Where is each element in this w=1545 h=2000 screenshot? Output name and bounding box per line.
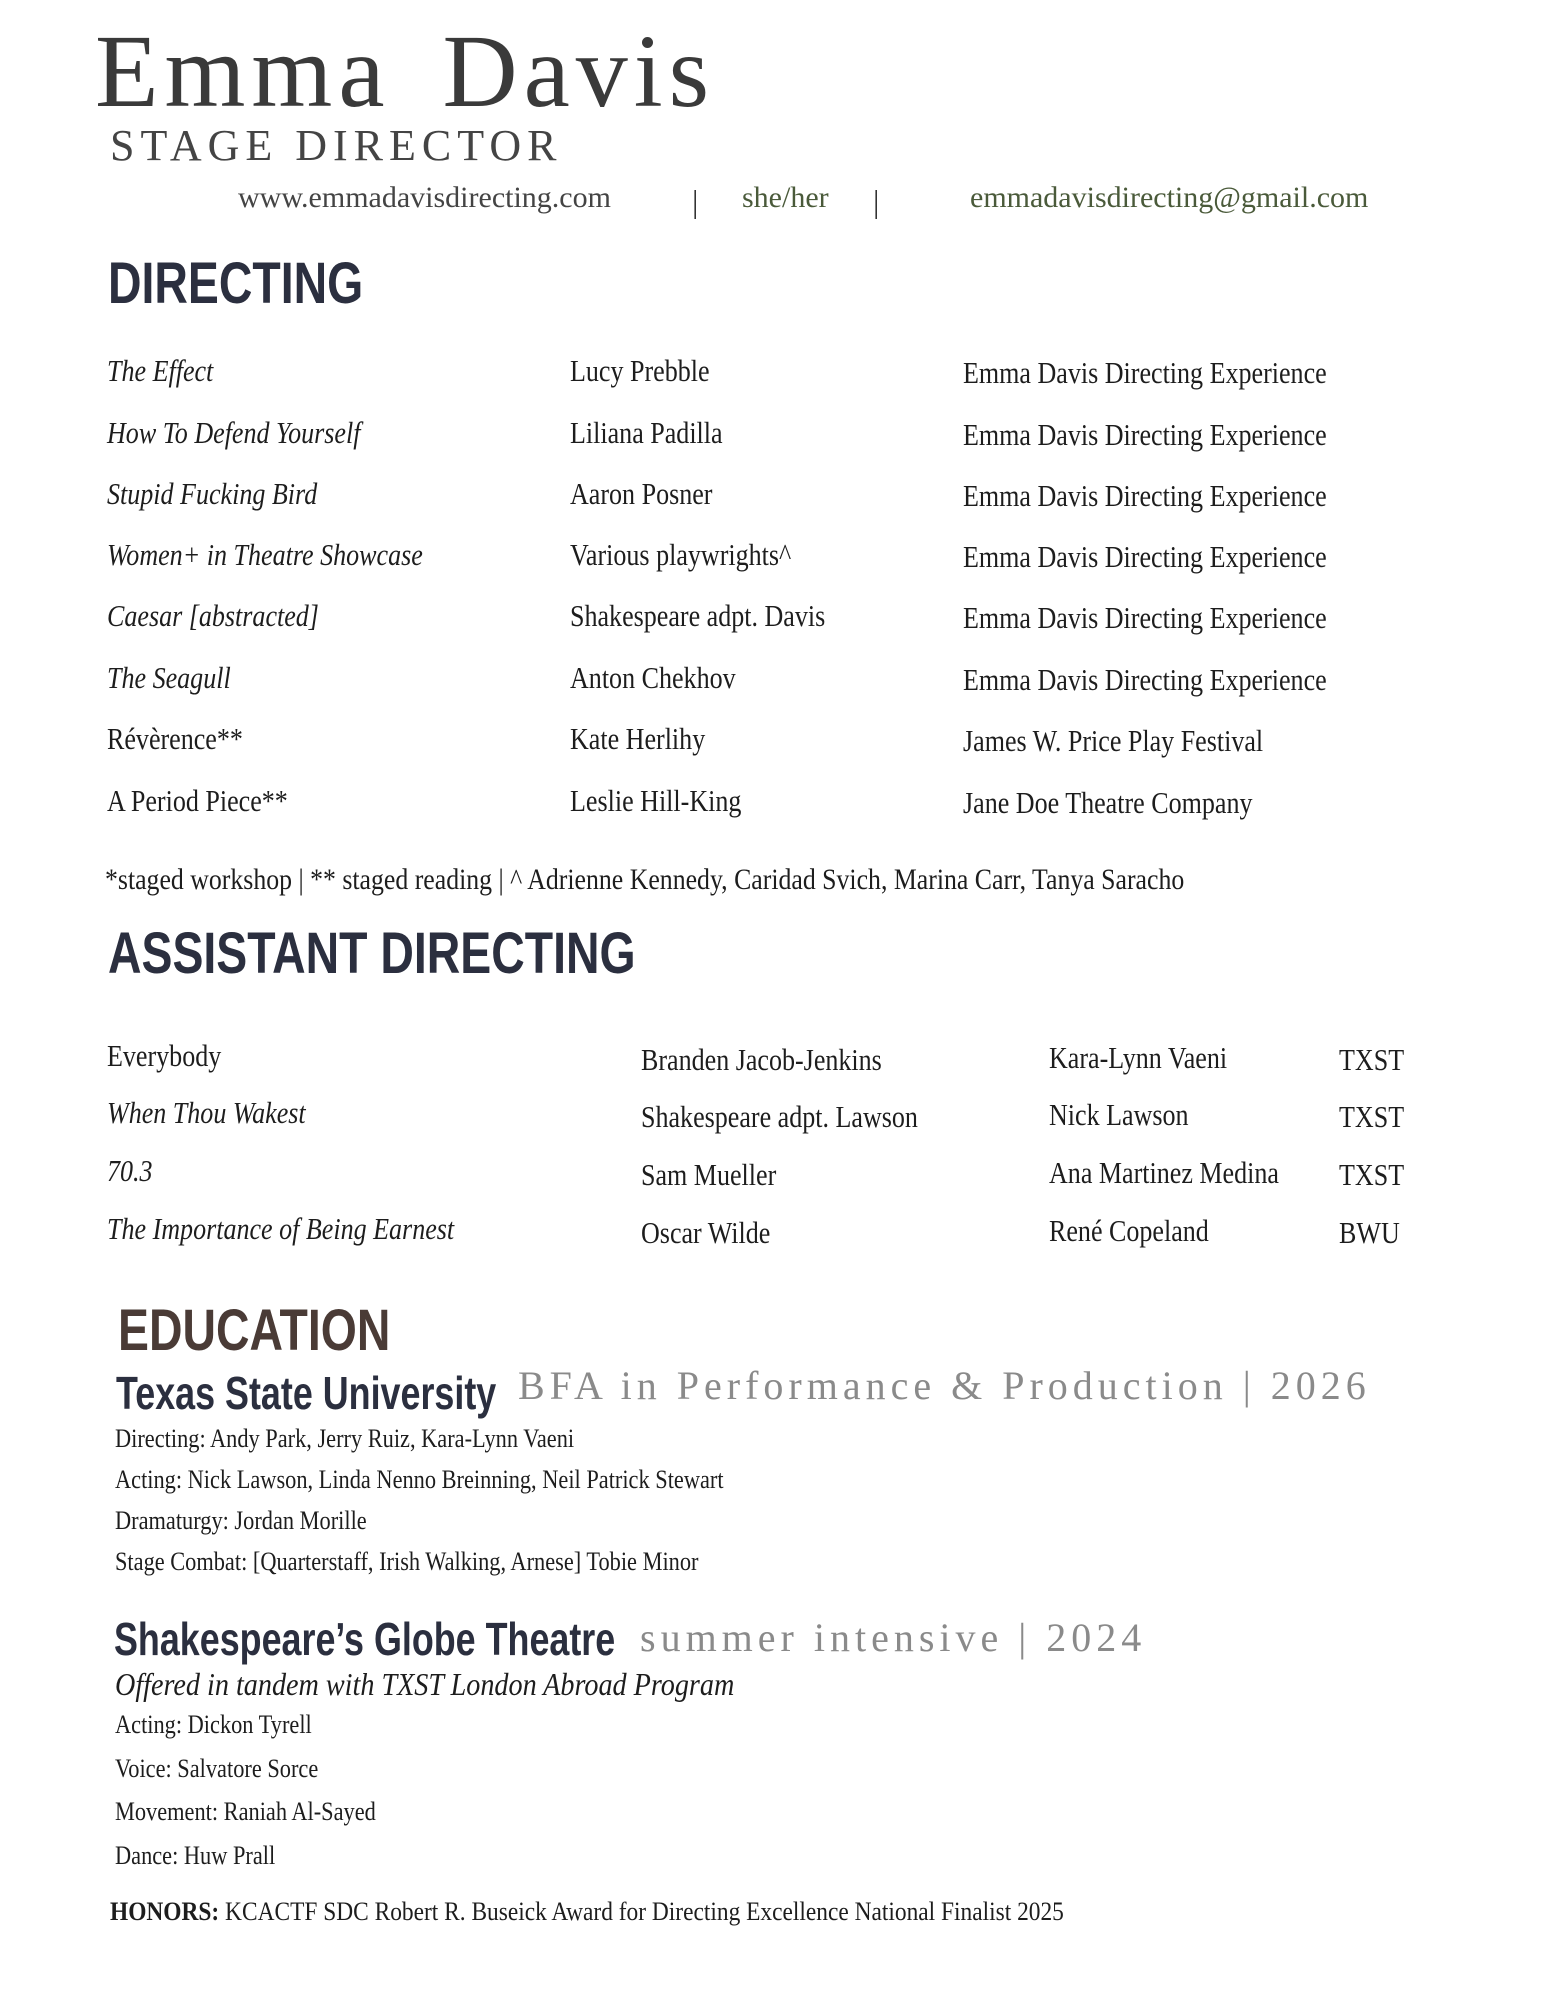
section-heading-assistant-directing: ASSISTANT DIRECTING — [108, 921, 636, 986]
school-degree: BFA in Performance & Production | 2026 — [518, 1363, 1371, 1408]
school-degree: summer intensive | 2024 — [640, 1615, 1147, 1660]
school-name: Texas State University — [116, 1367, 497, 1419]
director: Nick Lawson — [1049, 1097, 1189, 1132]
training-line: Stage Combat: [Quarterstaff, Irish Walking, Arnese] Tobie Minor — [115, 1547, 699, 1576]
production-title: Caesar [abstracted] — [107, 598, 319, 633]
director: René Copeland — [1049, 1213, 1209, 1248]
honors-text: KCACTF SDC Robert R. Buseick Award for Directing Excellence National Finalist 2025 — [225, 1897, 1064, 1926]
organization: TXST — [1339, 1099, 1405, 1134]
production-title: How To Defend Yourself — [107, 415, 361, 450]
playwright: Liliana Padilla — [570, 415, 723, 450]
playwright: Shakespeare adpt. Lawson — [641, 1099, 918, 1134]
playwright: Kate Herlihy — [570, 721, 706, 756]
production-title: The Seagull — [107, 660, 231, 695]
email-link[interactable]: emmadavisdirecting@gmail.com — [970, 181, 1369, 214]
production-title: Stupid Fucking Bird — [107, 476, 318, 511]
resume-title: STAGE DIRECTOR — [110, 121, 563, 170]
production-title: The Effect — [107, 353, 214, 388]
venue: Emma Davis Directing Experience — [963, 662, 1327, 697]
playwright: Anton Chekhov — [570, 660, 736, 695]
organization: BWU — [1339, 1215, 1400, 1250]
venue: Emma Davis Directing Experience — [963, 539, 1327, 574]
director: Ana Martinez Medina — [1049, 1155, 1279, 1190]
venue: Emma Davis Directing Experience — [963, 478, 1327, 513]
organization: TXST — [1339, 1157, 1405, 1192]
section-heading-education: EDUCATION — [118, 1298, 391, 1363]
playwright: Sam Mueller — [641, 1157, 777, 1192]
playwright: Various playwrights^ — [570, 537, 792, 572]
resume-name: Emma Davis — [95, 14, 716, 129]
pronouns: she/her — [742, 181, 829, 214]
production-title: Révèrence** — [107, 721, 243, 756]
venue: Emma Davis Directing Experience — [963, 417, 1327, 452]
production-title: Everybody — [107, 1038, 222, 1073]
section-heading-directing: DIRECTING — [108, 251, 364, 316]
training-line: Voice: Salvatore Sorce — [115, 1753, 319, 1783]
playwright: Leslie Hill-King — [570, 783, 742, 818]
production-title: 70.3 — [107, 1153, 153, 1188]
production-title: The Importance of Being Earnest — [107, 1211, 455, 1246]
training-line: Dramaturgy: Jordan Morille — [115, 1506, 367, 1535]
training-line: Acting: Nick Lawson, Linda Nenno Breinning, Neil Patrick Stewart — [115, 1465, 724, 1494]
training-line: Dance: Huw Prall — [115, 1840, 276, 1870]
production-title: Women+ in Theatre Showcase — [107, 537, 423, 572]
venue: Jane Doe Theatre Company — [963, 785, 1253, 820]
production-title: When Thou Wakest — [107, 1095, 306, 1130]
program-note: Offered in tandem with TXST London Abroad Program — [115, 1666, 735, 1702]
contact-separator: | — [873, 183, 880, 219]
website-link[interactable]: www.emmadavisdirecting.com — [238, 181, 611, 214]
training-line: Acting: Dickon Tyrell — [115, 1710, 312, 1739]
playwright: Oscar Wilde — [641, 1215, 771, 1250]
playwright: Branden Jacob-Jenkins — [641, 1042, 882, 1077]
playwright: Shakespeare adpt. Davis — [570, 598, 826, 633]
production-title: A Period Piece** — [107, 783, 288, 818]
directing-footnote: *staged workshop | ** staged reading | ^ Adrienne Kennedy, Caridad Svich, Marina Carr, Tanya Saracho — [105, 863, 1185, 896]
venue: James W. Price Play Festival — [963, 723, 1264, 758]
venue: Emma Davis Directing Experience — [963, 600, 1327, 635]
honors-line — [110, 1897, 1170, 1927]
playwright: Aaron Posner — [570, 476, 713, 511]
school-name: Shakespeare’s Globe Theatre — [114, 1613, 616, 1665]
contact-separator: | — [692, 183, 699, 219]
training-line: Movement: Raniah Al-Sayed — [115, 1797, 376, 1826]
honors-label: HONORS: — [110, 1897, 220, 1926]
training-line: Directing: Andy Park, Jerry Ruiz, Kara-Lynn Vaeni — [115, 1424, 575, 1453]
venue: Emma Davis Directing Experience — [963, 355, 1327, 390]
playwright: Lucy Prebble — [570, 353, 710, 388]
director: Kara-Lynn Vaeni — [1049, 1040, 1228, 1075]
organization: TXST — [1339, 1042, 1405, 1077]
